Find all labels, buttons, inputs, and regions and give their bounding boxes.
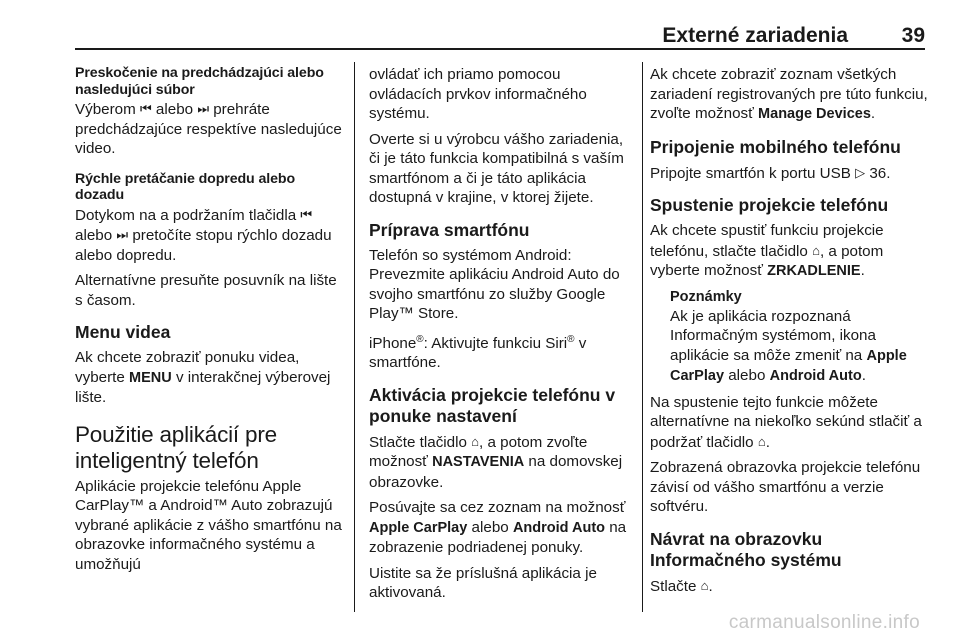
paragraph-ensure-active: Uistite sa že príslušná aplikácia je aktivovaná. [369, 564, 597, 602]
home-icon: ⌂ [700, 577, 709, 593]
heading-fast-forward: Rýchle pretáčanie dopredu alebo dozadu [75, 170, 296, 203]
heading-smartphone-apps: Použitie aplikácií pre inteligentný telefón [75, 421, 277, 473]
paragraph-video-menu: Ak chcete zobraziť ponuku videa, vyberte MENU v interakčnej výberovej lište. [75, 349, 331, 406]
page-number: 39 [901, 24, 925, 47]
note-text: Ak je aplikácia rozpoznaná Informačným systémom, ikona aplikácie sa môže zmeniť na Apple CarPlay alebo Android Auto. [670, 307, 907, 384]
next-track-icon: ⏭ [197, 101, 210, 116]
paragraph-press-hold: Na spustenie tejto funkcie môžete alternatívne na niekoľko sekúnd stlačiť a podržať tlačidlo ⌂. [650, 393, 922, 451]
heading-return-infosystem: Návrat na obrazovku Informačného systému [650, 528, 842, 570]
paragraph-skip-file: Výberom ⏮ alebo ⏭ prehráte predchádzajúce respektíve nasledujúce video. [75, 101, 342, 157]
paragraph-smartphone-apps: Aplikácie projekcie telefónu Apple CarPlay™ a Android™ Auto zobrazujú vybrané aplikácie z vášho smartfónu na obrazovke informačného systému a umožňujú [75, 477, 342, 573]
home-icon: ⌂ [471, 433, 480, 449]
heading-connect-phone: Pripojenie mobilného telefónu [650, 136, 901, 157]
paragraph-manage-devices: Ak chcete zobraziť zoznam všetkých zariadení registrovaných pre túto funkciu, zvoľte možnosť Manage Devices. [650, 66, 928, 122]
page-header [0, 0, 960, 46]
note-box [650, 288, 928, 387]
paragraph-slider: Alternatívne presuňte posuvník na lište s časom. [75, 272, 337, 309]
paragraph-return: Stlačte ⌂. [650, 577, 713, 595]
heading-activate-projection: Aktivácia projekcie telefónu v ponuke nastavení [369, 384, 616, 426]
paragraph-start-projection: Ak chcete spustiť funkciu projekcie telefónu, stlačte tlačidlo ⌂, a potom vyberte možnosť ZRKADLENIE. [650, 222, 884, 279]
column-2 [369, 65, 637, 609]
heading-prepare-smartphone: Príprava smartfónu [369, 219, 530, 240]
header-rule [75, 48, 925, 50]
previous-track-icon: ⏮ [140, 101, 152, 116]
heading-video-menu: Menu videa [75, 322, 171, 342]
paragraph-iphone: iPhone®: Aktivujte funkciu Siri® v smartfóne. [369, 333, 587, 372]
heading-start-projection: Spustenie projekcie telefónu [650, 195, 889, 215]
paragraph-scroll-list: Posúvajte sa cez zoznam na možnosť Apple CarPlay alebo Android Auto na zobrazenie podriadenej ponuky. [369, 499, 627, 557]
column-divider [642, 62, 643, 612]
page-reference-icon: ▷ [855, 164, 866, 180]
home-icon: ⌂ [757, 433, 766, 449]
paragraph-continued: ovládať ich priamo pomocou ovládacích prvkov informačného systému. [369, 66, 587, 122]
home-icon: ⌂ [812, 242, 820, 258]
paragraph-android: Telefón so systémom Android: Prevezmite aplikáciu Android Auto do svojho smartfónu zo služby Google Play™ Store. [369, 246, 620, 322]
header-title: Externé zariadenia [662, 24, 848, 47]
heading-skip-file: Preskočenie na predchádzajúci alebo nasledujúci súbor [75, 65, 324, 98]
column-divider [354, 62, 355, 612]
paragraph-connect-usb: Pripojte smartfón k portu USB ▷ 36. [650, 164, 891, 182]
column-3 [650, 65, 928, 602]
watermark: carmanualsonline.info [728, 612, 920, 633]
column-1 [75, 65, 343, 580]
note-title: Poznámky [670, 288, 742, 305]
paragraph-check-compatibility: Overte si u výrobcu vášho zariadenia, či je táto funkcia kompatibilná s vaším smartfónom a či je táto aplikácia dostupná v krajine, v ktorej žijete. [369, 130, 624, 206]
previous-track-icon: ⏮ [300, 206, 313, 222]
paragraph-press-home: Stlačte tlačidlo ⌂, a potom zvoľte možnosť NASTAVENIA na domovskej obrazovke. [369, 433, 623, 491]
next-track-icon: ⏭ [116, 227, 129, 242]
paragraph-fast-forward: Dotykom na a podržaním tlačidla ⏮ alebo ⏭ pretočíte stopu rýchlo dozadu alebo dopredu. [75, 206, 332, 264]
paragraph-depends: Zobrazená obrazovka projekcie telefónu závisí od vášho smartfónu a verzie softvéru. [650, 459, 921, 515]
